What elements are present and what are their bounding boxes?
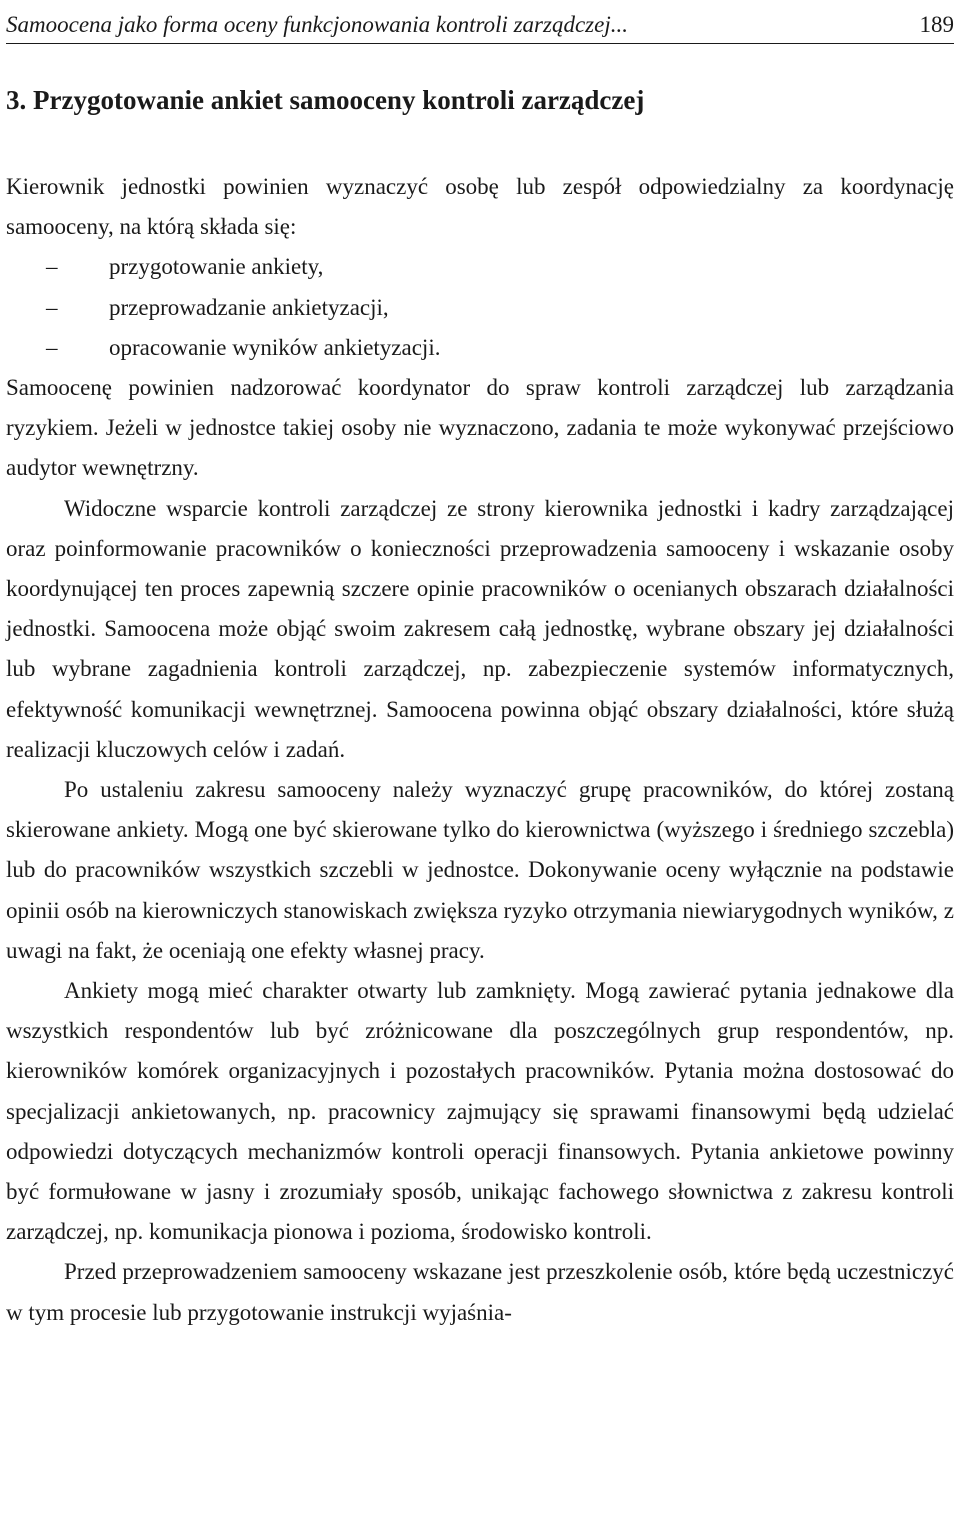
page-body — [6, 80, 954, 1333]
running-title: Samoocena jako forma oceny funkcjonowania kontroli zarządczej... — [6, 12, 628, 37]
task-list — [6, 247, 954, 368]
paragraph-scope: Po ustaleniu zakresu samooceny należy wyznaczyć grupę pracowników, do której zostaną skierowane ankiety. Mogą one być skierowane tylko do kierownictwa (wyższego i średniego szczebla) lub do pracowników wszystkich szczebli w jednostce. Dokonywanie oceny wyłącznie na podstawie opinii osób na kierowniczych stanowiskach zwiększa ryzyko otrzymania niewiarygodnych wyników, z uwagi na fakt, że oceniają one efekty własnej pracy. — [6, 777, 954, 963]
list-item — [6, 247, 954, 287]
running-header — [6, 0, 954, 38]
dash-bullet-icon: – — [46, 294, 58, 320]
paragraph-survey-types: Ankiety mogą mieć charakter otwarty lub zamknięty. Mogą zawierać pytania jednakowe dla wszystkich respondentów lub być zróżnicowane dla poszczególnych grup respondentów, np. kierowników komórek organizacyjnych i pozostałych pracowników. Pytania można dostosować do specjalizacji ankietowanych, np. pracownicy zajmujący się sprawami finansowymi będą udzielać odpowiedzi dotyczących mechanizmów kontroli operacji finansowych. Pytania ankietowe powinny być formułowane w jasny i zrozumiały sposób, unikając fachowego słownictwa z zakresu kontroli zarządczej, np. komunikacja pionowa i pozioma, środowisko kontroli. — [6, 978, 954, 1245]
dash-bullet-icon: – — [46, 254, 58, 280]
list-item — [6, 288, 954, 328]
list-item-text: przygotowanie ankiety, — [109, 254, 324, 280]
section-heading: 3. Przygotowanie ankiet samooceny kontroli zarządczej — [6, 85, 645, 115]
paragraph-supervision: Samoocenę powinien nadzorować koordynator do spraw kontroli zarządczej lub zarządzania ryzykiem. Jeżeli w jednostce takiej osoby nie wyznaczono, zadania te może wykonywać przejściowo audytor wewnętrzny. — [6, 375, 954, 481]
dash-bullet-icon: – — [46, 334, 58, 360]
list-item-text: opracowanie wyników ankietyzacji. — [109, 334, 441, 360]
paragraph-intro: Kierownik jednostki powinien wyznaczyć osobę lub zespół odpowiedzialny za koordynację samooceny, na którą składa się: — [6, 174, 954, 240]
list-item — [6, 328, 954, 368]
paragraph-support: Widoczne wsparcie kontroli zarządczej ze strony kierownika jednostki i kadry zarządzającej oraz poinformowanie pracowników o konieczności przeprowadzenia samooceny i wskazanie osoby koordynującej ten proces zapewnią szczere opinie pracowników o ocenianych obszarach działalności jednostki. Samoocena może objąć swoim zakresem całą jednostkę, wybrane obszary jej działalności lub wybrane zagadnienia kontroli zarządczej, np. zabezpieczenie systemów informatycznych, efektywność komunikacji wewnętrznej. Samoocena powinna objąć obszary działalności, które służą realizacji kluczowych celów i zadań. — [6, 495, 954, 762]
paragraph-training: Przed przeprowadzeniem samooceny wskazane jest przeszkolenie osób, które będą uczestniczyć w tym procesie lub przygotowanie instrukcji wyjaśnia- — [6, 1259, 954, 1325]
list-item-text: przeprowadzanie ankietyzacji, — [109, 294, 389, 320]
header-divider — [6, 43, 954, 44]
page-number: 189 — [919, 12, 954, 37]
